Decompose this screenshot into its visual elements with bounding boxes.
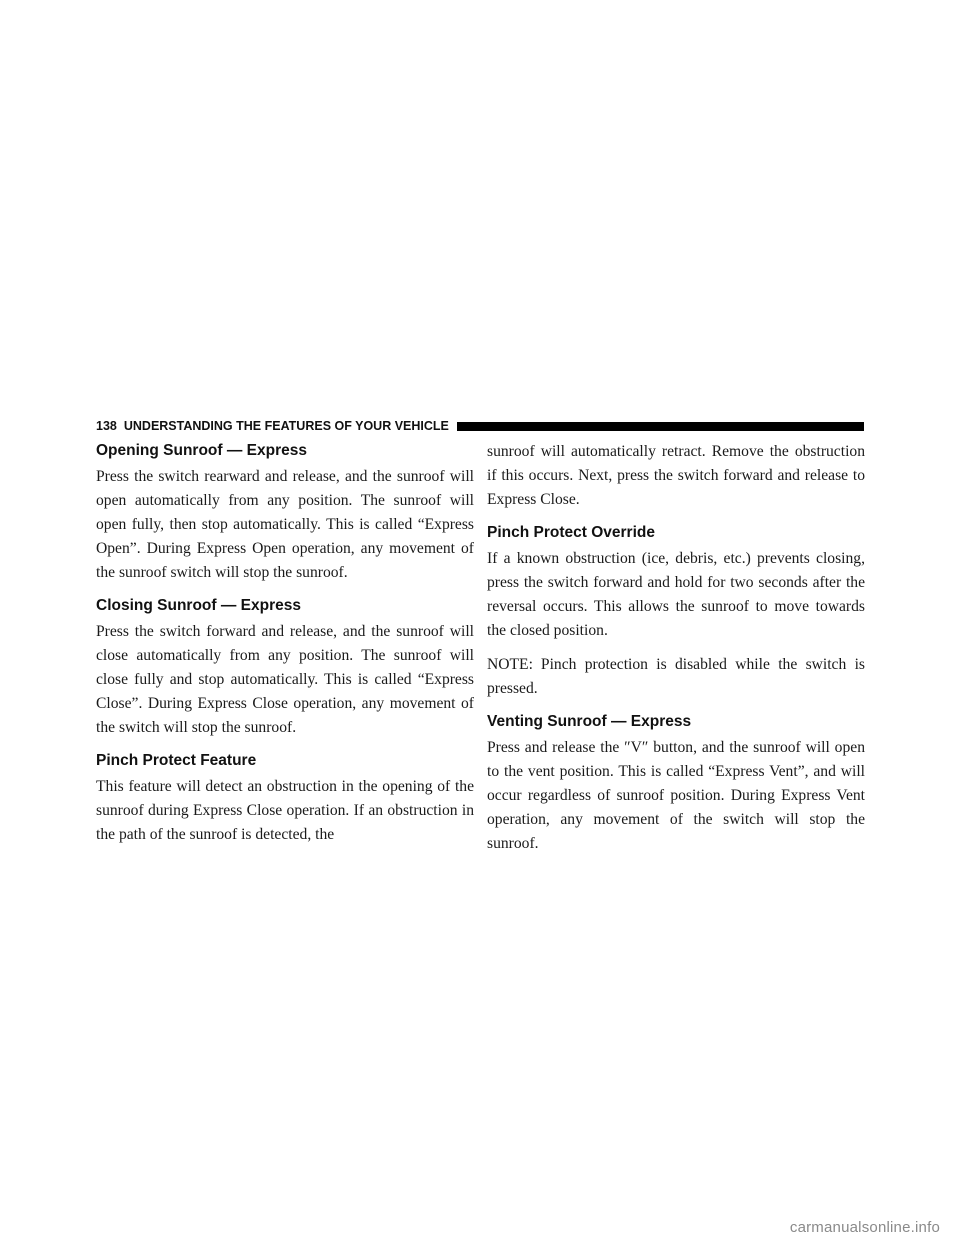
heading-opening-sunroof: Opening Sunroof — Express [96, 442, 307, 459]
watermark: carmanualsonline.info [789, 1219, 940, 1236]
right-column [487, 440, 865, 856]
body-pinch-protect-continued: sunroof will automatically retract. Remove the obstruction if this occurs. Next, press the switch forward and release to Express Close. [487, 443, 865, 508]
page-number: 138 [96, 419, 117, 433]
heading-venting-sunroof: Venting Sunroof — Express [487, 713, 692, 730]
page-header [96, 418, 864, 434]
body-closing-sunroof: Press the switch forward and release, and the sunroof will close automatically from any position. The sunroof will close fully and stop automatically. This is called “Express Close”. During Express Close operation, any movement of the switch will stop the sunroof. [96, 623, 474, 736]
heading-pinch-protect-override: Pinch Protect Override [487, 524, 655, 541]
header-rule [457, 422, 864, 431]
heading-closing-sunroof: Closing Sunroof — Express [96, 597, 301, 614]
note-label: NOTE: [487, 656, 533, 673]
note-text: Pinch protection is disabled while the switch is pressed. [487, 656, 865, 697]
body-pinch-protect-feature: This feature will detect an obstruction in the opening of the sunroof during Express Close operation. If an obstruction in the path of the sunroof is detected, the [96, 778, 474, 843]
body-opening-sunroof: Press the switch rearward and release, and the sunroof will open automatically from any position. The sunroof will open fully, then stop automatically. This is called “Express Open”. During Express Open operation, any movement of the sunroof switch will stop the sunroof. [96, 468, 474, 581]
body-pinch-protect-override: If a known obstruction (ice, debris, etc.) prevents closing, press the switch forward and hold for two seconds after the reversal occurs. This allows the sunroof to move towards the closed position. [487, 550, 865, 639]
running-title: UNDERSTANDING THE FEATURES OF YOUR VEHICLE [123, 419, 449, 433]
left-column [96, 440, 474, 847]
note-paragraph [487, 653, 865, 701]
heading-pinch-protect-feature: Pinch Protect Feature [96, 752, 257, 769]
body-venting-sunroof: Press and release the ″V″ button, and the sunroof will open to the vent position. This is called “Express Vent”, and will occur regardless of sunroof position. During Express Vent operation, any movement of the switch will stop the sunroof. [487, 739, 865, 852]
